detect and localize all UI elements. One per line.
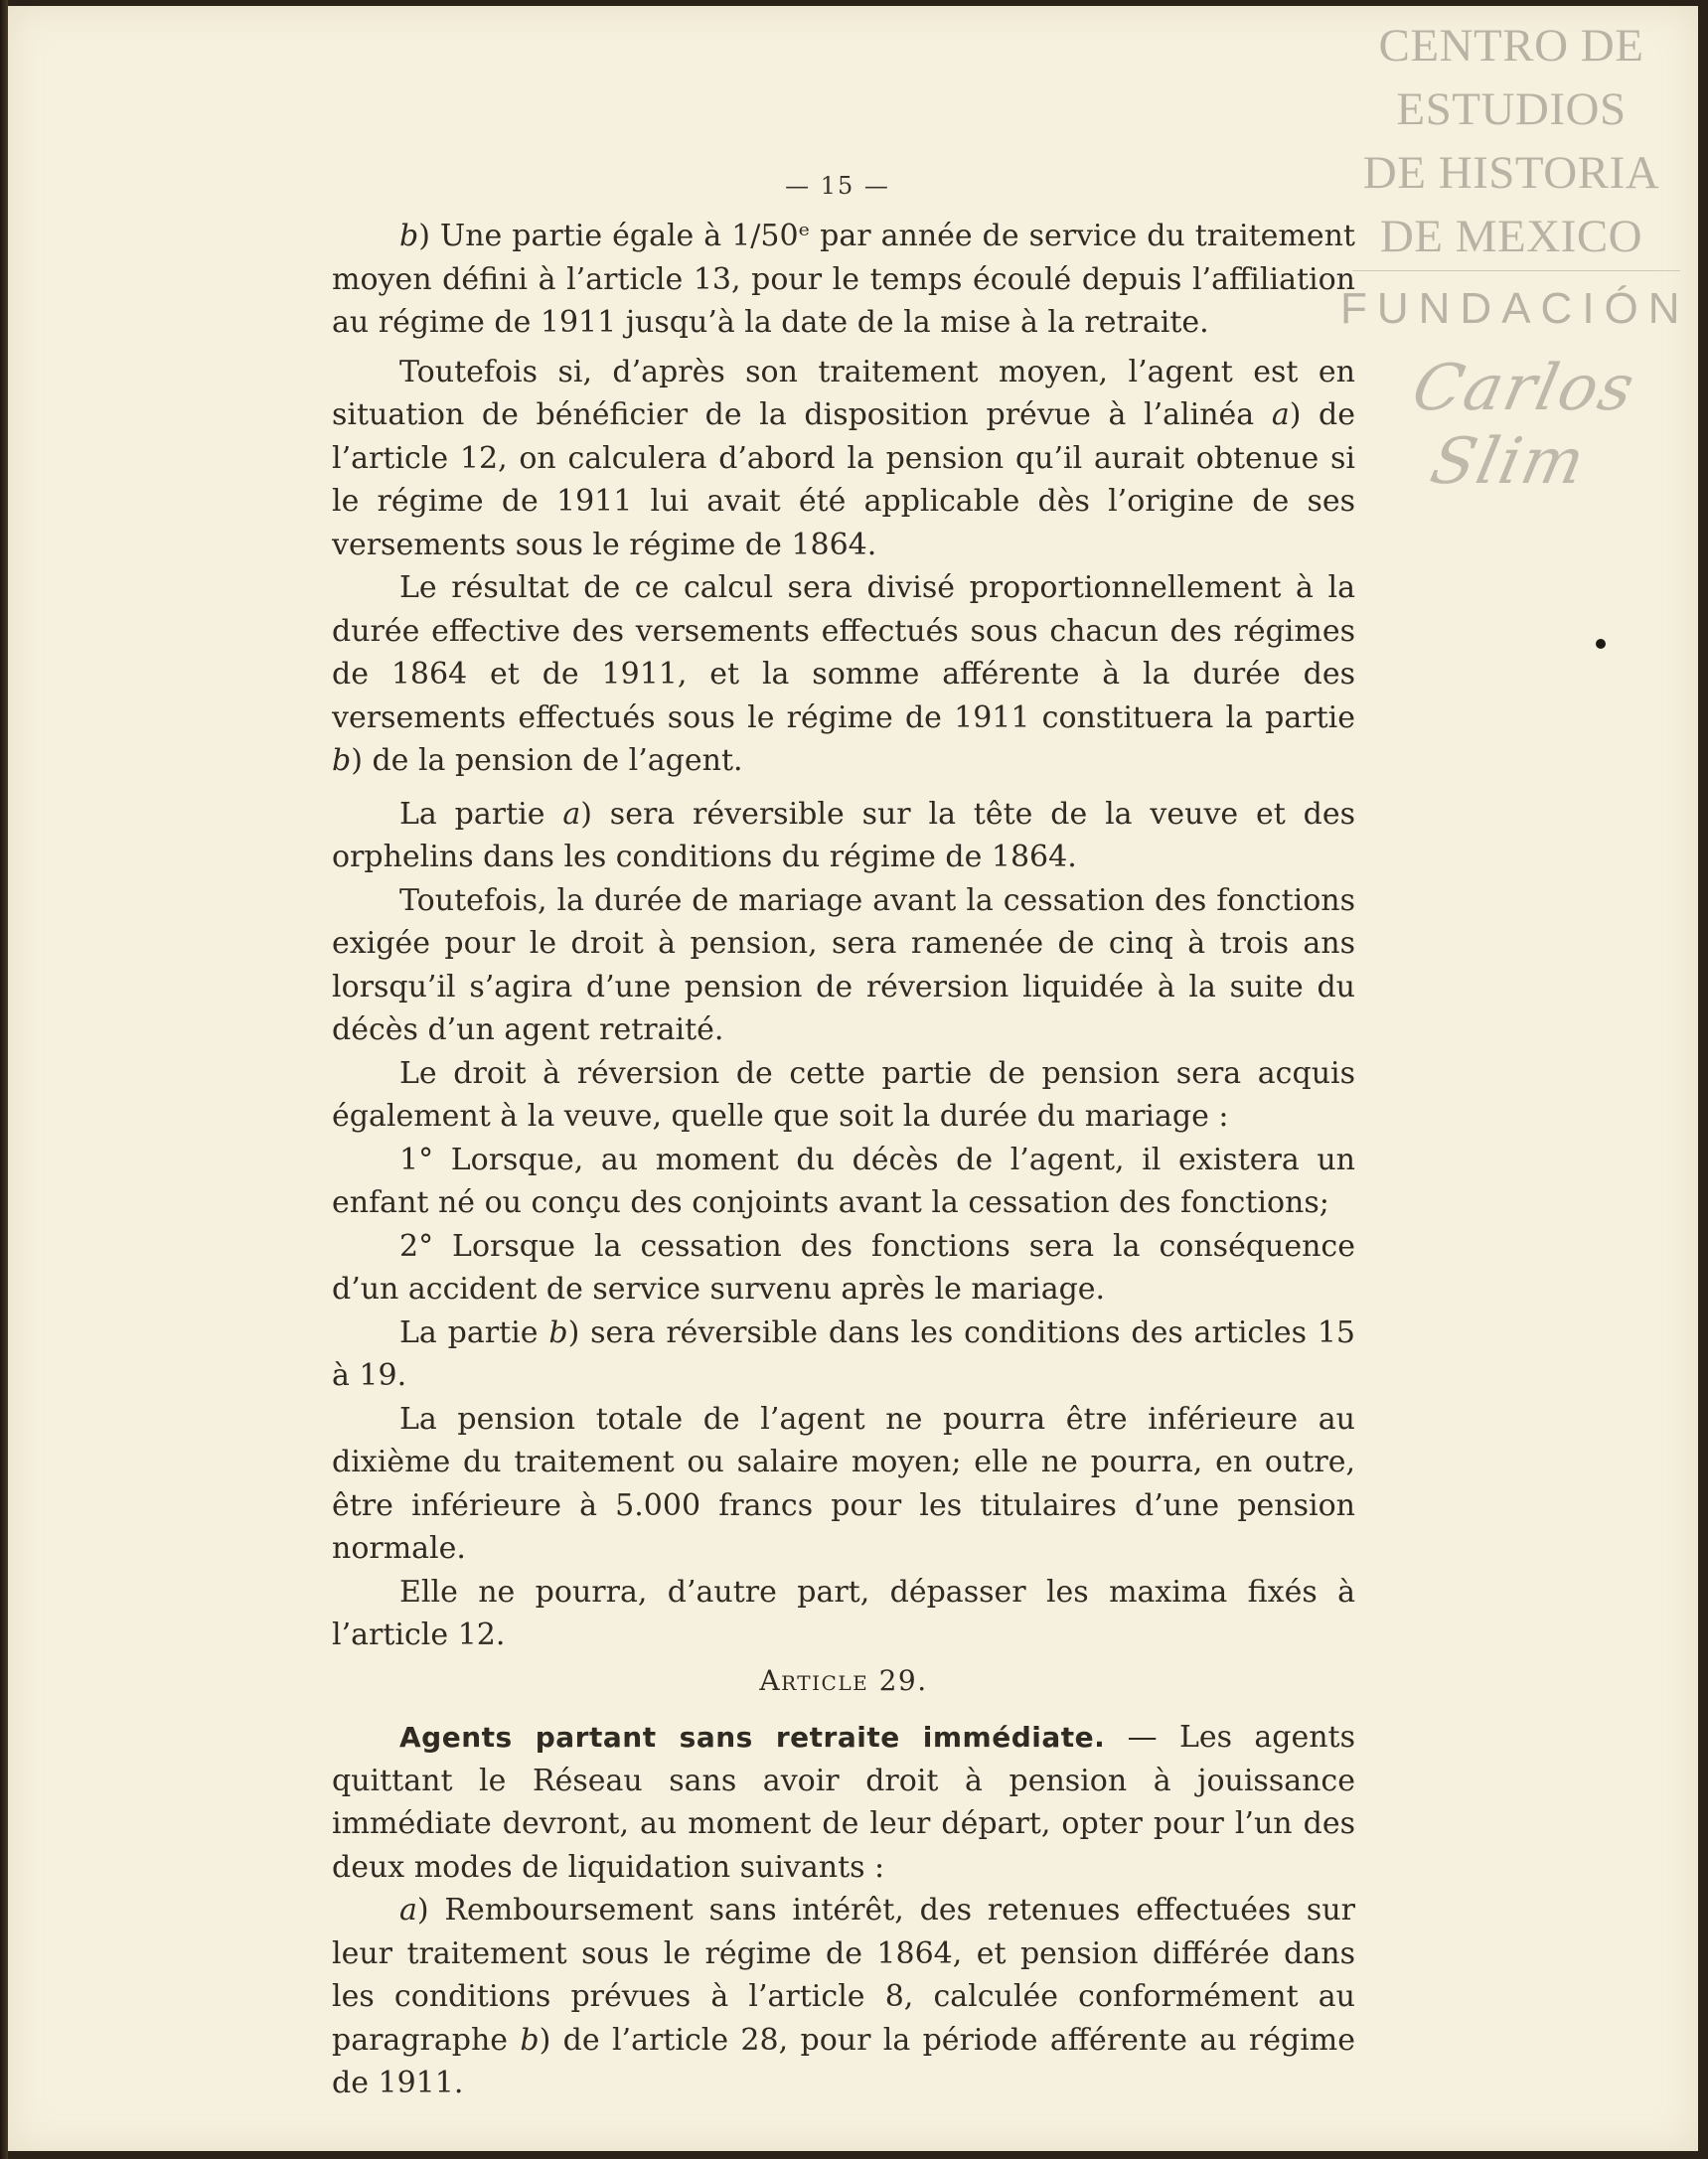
watermark-institution [1342,14,1680,268]
page-body [332,215,1355,2105]
paragraph-duree-mariage: Toutefois, la durée de mariage avant la cessation des fonctions exigée pour le droit à pension, sera ramenée de cinq à trois ans lorsqu’il s’agira d’une pension de réversion liquidée à la suite du décès d’un agent retraité. [332,882,1355,1047]
paragraph-pension-totale: La pension totale de l’agent ne pourra être inférieure au dixième du traitement ou salaire moyen; elle ne pourra, en outre, être inférieure à 5.000 francs pour les titulaires d’une pension normale. [332,1401,1355,1566]
watermark-line: DE HISTORIA [1362,147,1660,199]
paragraph-text: ) sera réversible dans les conditions des articles 15 à 19. [332,1314,1356,1393]
section-title: Agents partant sans retraite immédiate. [399,1721,1106,1754]
document-page [8,6,1698,2151]
paragraph-droit-reversion: Le droit à réversion de cette partie de pension sera acquis également à la veuve, quelle que soit la durée du mariage : [332,1055,1355,1134]
page-number: — 15 — [785,172,890,200]
list-item-2: 2° Lorsque la cessation des fonctions sera la conséquence d’un accident de service survenu après le mariage. [332,1228,1355,1307]
paragraph-text: ) de l’article 12, on calculera d’abord la pension qu’il aurait obtenue si le régime de 1911 lui avait été applicable dès l’origine de ses versements sous le régime de 1864. [332,397,1356,562]
list-item-1: 1° Lorsque, au moment du décès de l’agent, il existera un enfant né ou conçu des conjoints avant la cessation des fonctions; [332,1142,1355,1220]
item-label: b [520,2022,540,2058]
paragraph-text: ) Une partie égale à 1/50ᵉ par année de service du traitement moyen défini à l’article 13, pour le temps écoulé depuis l’affiliation au régime de 1911 jusqu’à la date de la mise à la retraite. [332,219,1355,340]
watermark-line: CENTRO DE [1378,20,1644,72]
paragraph-text: Le résultat de ce calcul sera divisé proportionnellement à la durée effective des versements effectués sous chacun des régimes de 1864 et de 1911, et la somme afférente à la durée des versements effectués sous le régime de 1911 constituera la partie [332,570,1355,735]
paragraph-text: ) de l’article 28, pour la période afférente au régime de 1911. [332,2022,1355,2100]
scan-edge [0,0,8,2159]
paragraph-maxima: Elle ne pourra, d’autre part, dépasser les maxima fixés à l’article 12. [332,1574,1355,1652]
article-heading: Article 29. [759,1663,928,1697]
paragraph-text: — Les agents quittant le Réseau sans avoir droit à pension à jouissance immédiate devront, au moment de leur départ, opter pour l’un des deux modes de liquidation suivants : [332,1720,1356,1885]
paragraph-text: ) de la pension de l’agent. [351,743,743,778]
article-29-option-a [332,1889,1355,2105]
item-label: a [562,796,581,832]
watermark-line: DE MEXICO [1379,211,1643,262]
item-label: b [332,743,352,778]
paragraph-text: Toutefois si, d’après son traitement moyen, l’agent est en situation de bénéficier de la disposition prévue à l’alinéa [332,354,1355,432]
watermark-divider [1352,270,1680,271]
paragraph-resultat [332,566,1355,783]
paragraph-text: ) sera réversible sur la tête de la veuve et des orphelins dans les conditions du régime de 1864. [332,796,1356,874]
article-29-intro [332,1716,1355,1889]
paragraph-text: La partie [399,1314,549,1350]
paragraph-text: La partie [399,796,563,832]
ink-dot [1596,639,1606,649]
watermark-line: ESTUDIOS [1396,83,1627,135]
watermark-signature: Carlos Slim [1406,352,1642,499]
paragraph-text: ) Remboursement sans intérêt, des retenues effectuées sur leur traitement sous le régime de 1864, et pension différée dans les conditions prévues à l’article 8, calculée conformément au paragraphe [332,1893,1355,2058]
paragraph-b-part [332,215,1355,345]
paragraph-partie-b [332,1311,1355,1398]
paragraph-partie-a [332,793,1355,879]
item-label: b [399,219,419,253]
paragraph-toutefois [332,351,1355,567]
watermark-fundacion: FUNDACIÓN [1340,284,1690,333]
item-label: b [548,1314,568,1350]
item-label: a [399,1893,417,1928]
item-label: a [1271,397,1290,432]
